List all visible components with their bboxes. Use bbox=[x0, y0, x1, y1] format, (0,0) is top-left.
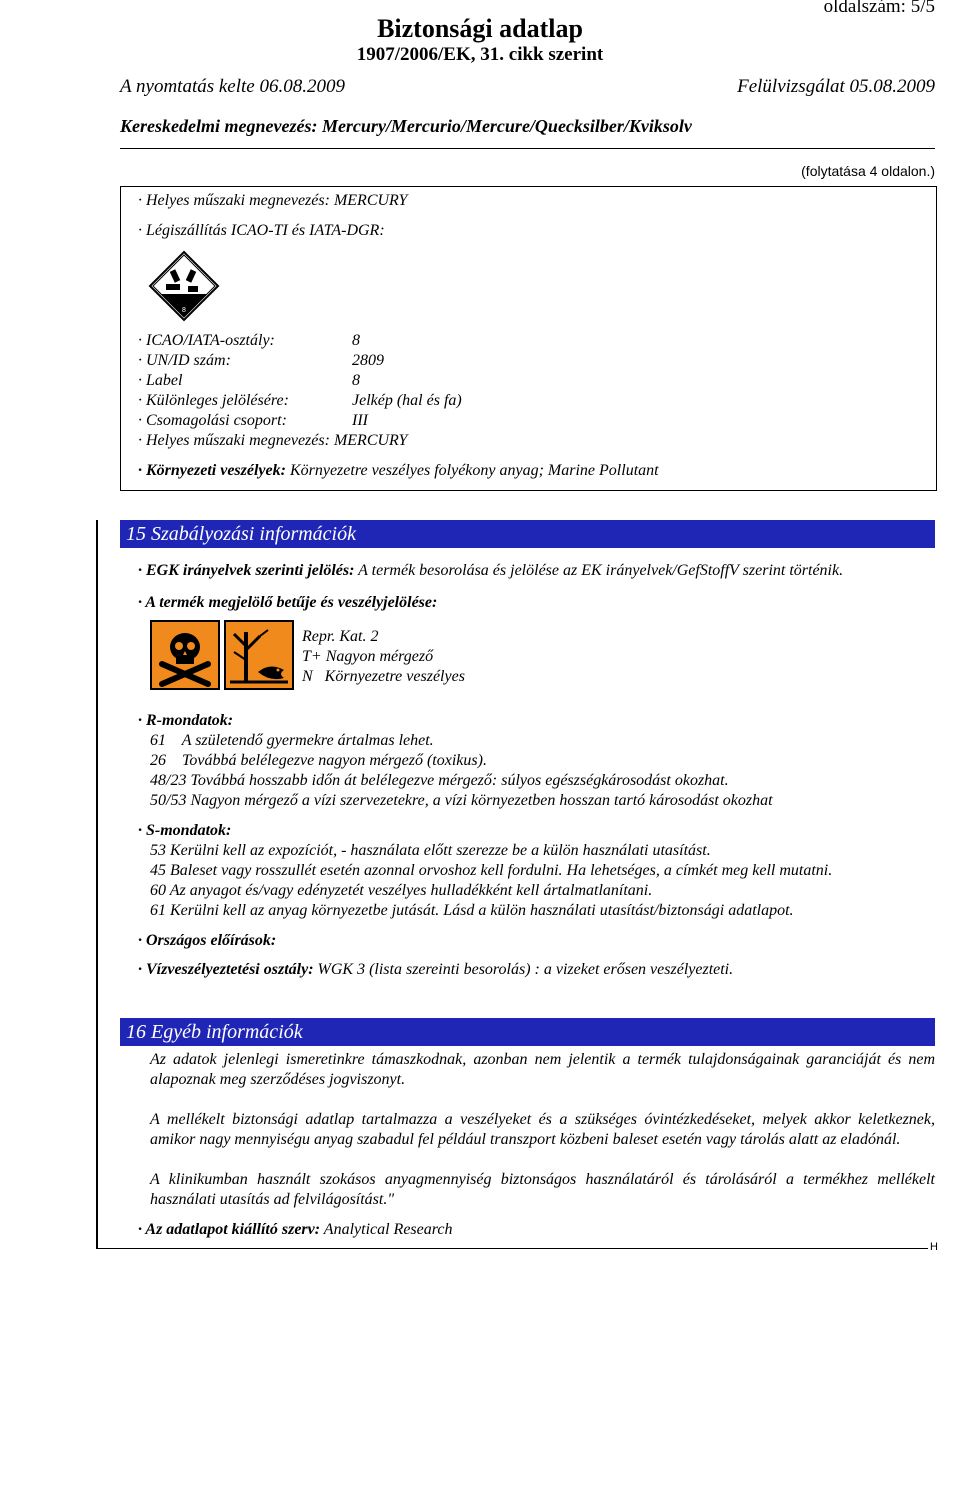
s-phrase: 61 Kerülni kell az anyag környezetbe jutását. Lásd a külön használati utasítást/biztonsági adatlapot. bbox=[150, 902, 794, 919]
s-phrases-label: · S-mondatok: bbox=[138, 822, 232, 839]
water-hazard-row bbox=[138, 961, 733, 979]
revision-date: Felülvizsgálat 05.08.2009 bbox=[737, 76, 935, 97]
item-label: · UN/ID szám: bbox=[138, 352, 231, 369]
transport-item bbox=[138, 392, 462, 410]
proper-name-label: · Helyes műszaki megnevezés: bbox=[138, 192, 330, 209]
transport-item bbox=[138, 412, 368, 430]
item-value: Jelkép (hal és fa) bbox=[352, 392, 462, 409]
item-value: 8 bbox=[352, 372, 360, 389]
env-value: Környezetre veszélyes folyékony anyag; Marine Pollutant bbox=[289, 462, 659, 479]
egk-label: · EGK irányelvek szerinti jelölés: bbox=[138, 562, 355, 579]
item-label: · Csomagolási csoport: bbox=[138, 412, 287, 429]
corrosive-class-number: 8 bbox=[182, 307, 186, 314]
footer-divider bbox=[96, 1248, 928, 1249]
environmental-hazards-row bbox=[138, 462, 659, 480]
header-divider bbox=[120, 148, 935, 149]
issuer-label: · Az adatlapot kiállító szerv: bbox=[138, 1221, 321, 1238]
issuer-row bbox=[138, 1221, 453, 1239]
issuer-value: Analytical Research bbox=[323, 1221, 453, 1238]
item-value: 2809 bbox=[352, 352, 384, 369]
r-phrase: 50/53 Nagyon mérgező a vízi szervezetekre, a vízi környezetben hosszan tartó károsodást okozhat bbox=[150, 792, 773, 809]
transport-item bbox=[138, 352, 384, 370]
info-paragraph-2: A mellékelt biztonsági adatlap tartalmazza a veszélyeket és a szükséges óvintézkedéseket, melyek akkor keletkeznek, amikor nagy mennyiségu anyag szabadul fel például transzport közbeni baleset esetén vagy tárolás alatt az eladónál. bbox=[150, 1111, 935, 1148]
env-label: · Környezeti veszélyek: bbox=[138, 462, 286, 479]
left-margin-line bbox=[96, 520, 98, 1248]
water-hazard-value: WGK 3 (lista szereinti besorolás) : a vizeket erősen veszélyezteti. bbox=[317, 961, 734, 978]
s-phrase: 53 Kerülni kell az expozíciót, - használata előtt szerezze be a külön használati utasítást. bbox=[150, 842, 711, 859]
water-hazard-label: · Vízveszélyeztetési osztály: bbox=[138, 961, 314, 978]
r-phrase: 61 A születendő gyermekre ártalmas lehet. bbox=[150, 732, 434, 749]
item-label: · ICAO/IATA-osztály: bbox=[138, 332, 275, 349]
proper-name-row-2 bbox=[138, 432, 407, 450]
national-regulations-label: · Országos előírások: bbox=[138, 932, 277, 949]
item-value: III bbox=[352, 412, 368, 429]
r-phrase: 26 Továbbá belélegezve nagyon mérgező (toxikus). bbox=[150, 752, 487, 769]
proper-name-value: MERCURY bbox=[333, 432, 408, 449]
section-15-title: 15 Szabályozási információk bbox=[120, 520, 935, 548]
air-transport-label: · Légiszállítás ICAO-TI és IATA-DGR: bbox=[138, 222, 385, 239]
print-date: A nyomtatás kelte 06.08.2009 bbox=[120, 76, 345, 97]
hazard-line: Repr. Kat. 2 bbox=[302, 628, 379, 645]
r-phrase: 48/23 Továbbá hosszabb időn át belélegezve mérgező: súlyos egészségkárosodást okozhat. bbox=[150, 772, 729, 789]
environment-hazard-icon bbox=[224, 620, 294, 690]
egk-value: A termék besorolása és jelölése az EK irányelvek/GefStoffV szerint történik. bbox=[358, 562, 844, 579]
transport-item bbox=[138, 332, 360, 350]
document-title: Biztonsági adatlap bbox=[377, 14, 583, 43]
hazard-line: N Környezetre veszélyes bbox=[302, 668, 465, 685]
toxic-skull-icon bbox=[150, 620, 220, 690]
proper-name-row bbox=[138, 192, 407, 210]
item-label: · Label bbox=[138, 372, 183, 389]
transport-item bbox=[138, 372, 360, 390]
egk-row bbox=[138, 562, 843, 580]
proper-name-label: · Helyes műszaki megnevezés: bbox=[138, 432, 330, 449]
continuation-note: (folytatása 4 oldalon.) bbox=[801, 163, 935, 179]
page-number: oldalszám: 5/5 bbox=[823, 0, 935, 17]
item-value: 8 bbox=[352, 332, 360, 349]
info-paragraph-3: A klinikumban használt szokásos anyagmennyiség biztonságos használatáról és tárolásáról a termékhez mellékelt használati utasítás ad felvilágosítást." bbox=[150, 1171, 935, 1208]
footer-mark: H bbox=[930, 1241, 938, 1253]
r-phrases-label: · R-mondatok: bbox=[138, 712, 234, 729]
marking-label: · A termék megjelölő betűje és veszélyjelölése: bbox=[138, 594, 438, 611]
s-phrase: 45 Baleset vagy rosszullét esetén azonnal orvoshoz kell fordulni. Ha lehetséges, a címkét meg kell mutatni. bbox=[150, 862, 833, 879]
corrosive-pictogram bbox=[148, 250, 220, 322]
hazard-line: T+ Nagyon mérgező bbox=[302, 648, 434, 665]
section-16-title: 16 Egyéb információk bbox=[120, 1018, 935, 1046]
document-subtitle: 1907/2006/EK, 31. cikk szerint bbox=[356, 44, 604, 65]
trade-name: Kereskedelmi megnevezés: Mercury/Mercurio/Mercure/Quecksilber/Kviksolv bbox=[120, 116, 692, 136]
s-phrase: 60 Az anyagot és/vagy edényzetét veszélyes hulladékként kell ártalmatlanítani. bbox=[150, 882, 653, 899]
proper-name-value: MERCURY bbox=[333, 192, 408, 209]
item-label: · Különleges jelölésére: bbox=[138, 392, 289, 409]
info-paragraph-1: Az adatok jelenlegi ismeretinkre támaszkodnak, azonban nem jelentik a termék tulajdonságainak garanciáját és nem alapoznak meg szerződéses jogviszonyt. bbox=[150, 1051, 935, 1088]
